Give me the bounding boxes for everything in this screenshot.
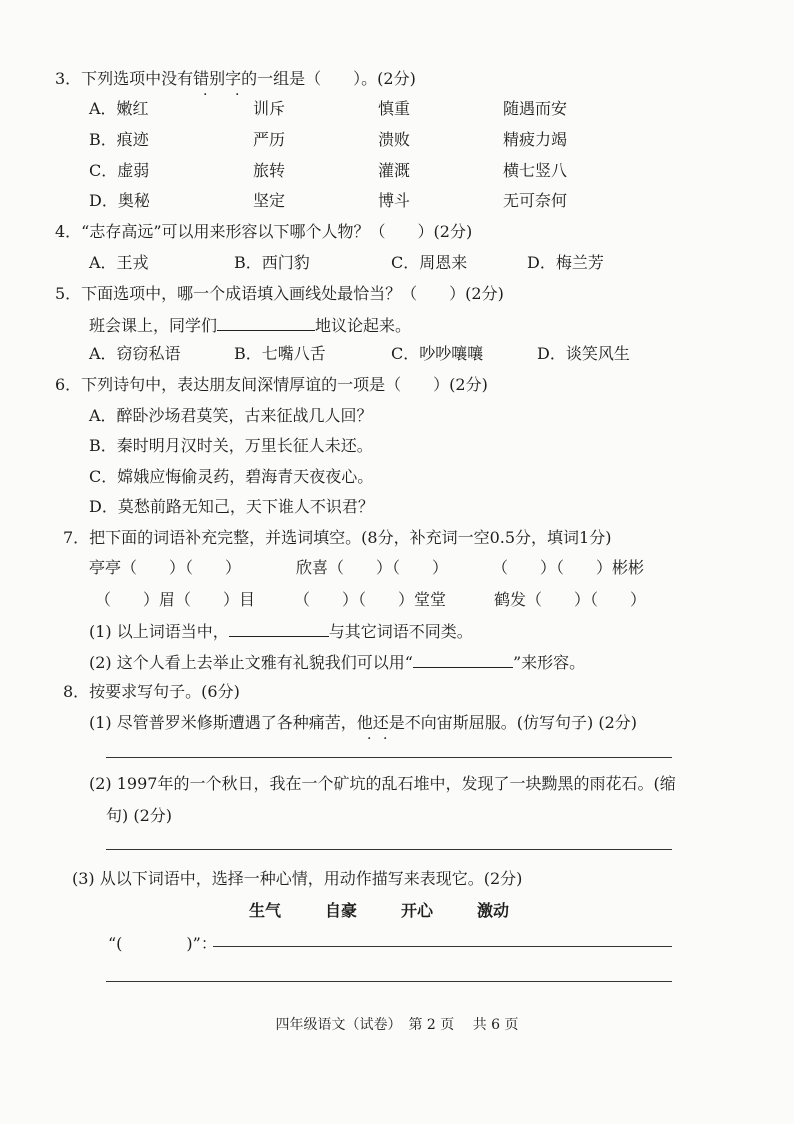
q7-idiom: （ ）（ ）堂堂 — [294, 590, 447, 609]
q5-sentence-after: 地议论起来。 — [315, 316, 412, 335]
q5-blank[interactable] — [217, 314, 315, 331]
q8-sub3-answer-line-1[interactable] — [213, 946, 672, 947]
q7-idiom: 欣喜（ ）（ ） — [296, 558, 449, 577]
q7-idiom: （ ）眉（ ）目 — [95, 590, 256, 609]
q5-sentence-before: 班会课上，同学们 — [89, 316, 218, 335]
q7-sub2-after: ”来形容。 — [512, 653, 586, 672]
page-footer: 四年级语文（试卷） 第 2 页 共 6 页 — [275, 1017, 519, 1033]
q7-stem: 7．把下面的词语补充完整，并选词填空。(8分，补充词一空0.5分，填词1分) — [63, 528, 612, 547]
q8-answer-prefix: “( )”： — [108, 934, 217, 953]
q4-option-d: D．梅兰芳 — [527, 253, 604, 272]
q5-option-a: A．窃窃私语 — [89, 344, 181, 363]
q7-sub2 — [89, 651, 585, 674]
q8-sub2-line1: (2) 1997年的一个秋日，我在一个矿坑的乱石堆中，发现了一块黝黑的雨花石。(缩 — [89, 774, 676, 793]
q3-option-b: B．痕迹 — [89, 130, 149, 149]
q3-word: 溃败 — [378, 130, 411, 149]
emphasis-dot: · — [203, 87, 208, 103]
q4-option-a: A．王戎 — [89, 253, 149, 272]
q8-sub1-answer-line[interactable] — [106, 757, 672, 758]
q5-stem: 5．下面选项中，哪一个成语填入画线处最恰当？（ ）(2分) — [55, 284, 504, 303]
q3-option-a: A．嫩红 — [89, 99, 149, 118]
q4-option-c: C．周恩来 — [391, 253, 468, 272]
q5-sentence — [89, 314, 411, 337]
q7-idiom: （ ）（ ）彬彬 — [492, 558, 645, 577]
q6-option-b: B．秦时明月汉时关，万里长征人未还。 — [89, 436, 373, 455]
q6-option-a: A．醉卧沙场君莫笑，古来征战几人回？ — [89, 406, 373, 425]
q3-word: 博斗 — [378, 191, 411, 210]
q3-word: 训斥 — [253, 99, 286, 118]
q8-sub3: (3) 从以下词语中，选择一种心情，用动作描写来表现它。(2分) — [72, 869, 523, 888]
q7-idiom: 鹤发（ ）（ ） — [494, 590, 647, 609]
q3-word: 无可奈何 — [503, 191, 568, 210]
q5-option-d: D．谈笑风生 — [537, 344, 630, 363]
q8-word-list — [249, 900, 553, 922]
q3-option-c: C．虚弱 — [89, 161, 150, 180]
q3-word: 严历 — [253, 130, 286, 149]
q6-option-d: D．莫愁前路无知己，天下谁人不识君？ — [89, 497, 374, 516]
emphasis-dot: · — [235, 87, 240, 103]
q7-idiom: 亭亭（ ）（ ） — [89, 558, 242, 577]
q3-word: 坚定 — [253, 191, 286, 210]
q3-word: 灌溉 — [378, 161, 411, 180]
q8-stem: 8．按要求写句子。(6分) — [63, 682, 240, 701]
q4-option-b: B．西门豹 — [234, 253, 310, 272]
q3-word: 横七竖八 — [503, 161, 568, 180]
q6-option-c: C．嫦娥应悔偷灵药，碧海青天夜夜心。 — [89, 467, 374, 486]
q7-sub1 — [89, 620, 473, 643]
q3-word: 慎重 — [378, 99, 411, 118]
q5-option-c: C．吵吵嚷嚷 — [391, 344, 484, 363]
emphasis-dot: · — [367, 731, 372, 747]
q7-sub1-before: (1) 以上词语当中， — [89, 622, 229, 641]
q7-sub1-after: 与其它词语不同类。 — [328, 622, 473, 641]
q8-word: 激动 — [477, 901, 510, 920]
q4-stem: 4．“志存高远”可以用来形容以下哪个人物？（ ）(2分) — [55, 222, 473, 241]
q8-sub2-answer-line[interactable] — [106, 849, 672, 850]
q6-stem: 6．下列诗句中，表达朋友间深情厚谊的一项是（ ）(2分) — [55, 375, 488, 394]
q8-word: 生气 — [249, 901, 282, 920]
q8-sub2-line2: 句) (2分) — [106, 806, 172, 825]
q7-sub2-blank[interactable] — [413, 651, 513, 668]
q8-sub3-answer-line-2[interactable] — [106, 981, 672, 982]
q3-word: 精疲力竭 — [503, 130, 568, 149]
q7-sub2-before: (2) 这个人看上去举止文雅有礼貌我们可以用“ — [89, 653, 413, 672]
q3-word: 旅转 — [253, 161, 286, 180]
q7-sub1-blank[interactable] — [229, 620, 329, 637]
q3-word: 随遇而安 — [503, 99, 568, 118]
q3-option-d: D．奥秘 — [89, 191, 150, 210]
q8-word: 开心 — [401, 901, 434, 920]
emphasis-dot: · — [383, 731, 388, 747]
q3-stem: 3．下列选项中没有错别字的一组是（ ）。(2分) — [55, 69, 416, 88]
q5-option-b: B．七嘴八舌 — [234, 344, 326, 363]
q8-word: 自豪 — [325, 901, 358, 920]
q8-sub1: (1) 尽管普罗米修斯遭遇了各种痛苦，他还是不向宙斯屈服。(仿写句子) (2分) — [89, 713, 637, 732]
